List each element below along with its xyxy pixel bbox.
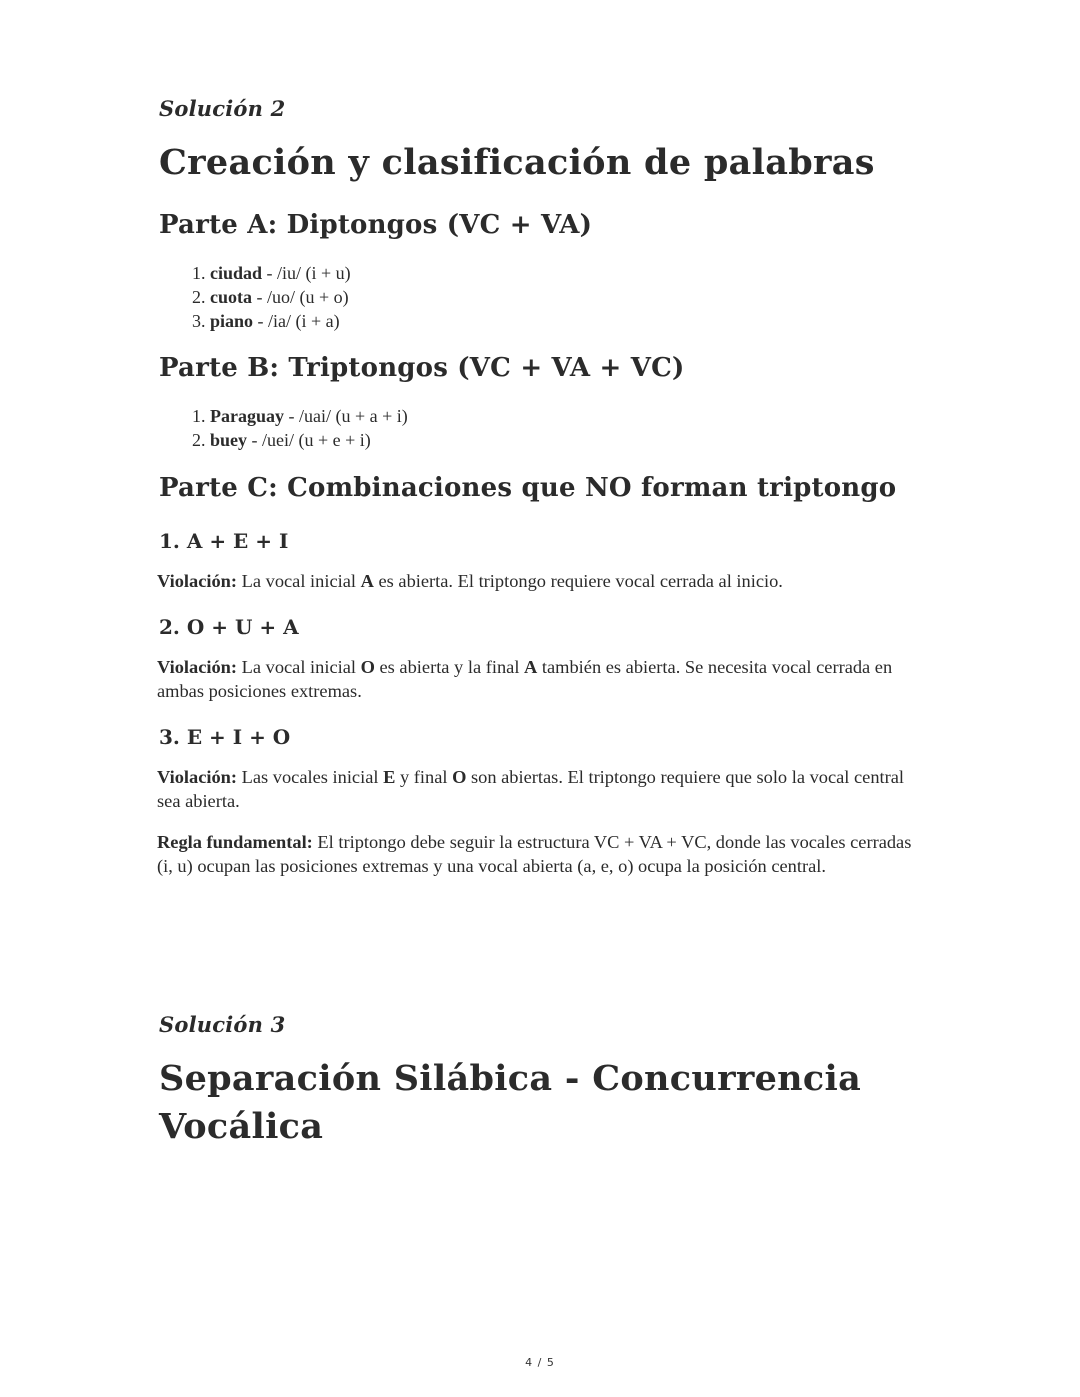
text-run: es abierta. El triptongo requiere vocal cerrada al inicio. — [373, 571, 783, 591]
text-run: y final — [395, 767, 453, 787]
text-run: La vocal inicial — [237, 657, 361, 677]
list-item — [192, 309, 351, 333]
diptongos-list — [192, 261, 351, 333]
rule-label: Regla fundamental: — [157, 832, 313, 852]
vowel-bold: E — [383, 767, 396, 787]
text-run: Las vocales inicial — [237, 767, 384, 787]
triptongos-list — [192, 404, 408, 452]
item-number: 2. — [192, 287, 206, 307]
parte-a-heading: Parte A: Diptongos (VC + VA) — [159, 210, 593, 240]
violation-label: Violación: — [157, 657, 238, 677]
item-word: piano — [210, 311, 254, 331]
item-detail: - /iu/ (i + u) — [262, 263, 351, 283]
item-detail: - /ia/ (i + a) — [253, 311, 340, 331]
section-title-line: Vocálica — [159, 1106, 324, 1147]
item-word: ciudad — [210, 263, 263, 283]
text-run: La vocal inicial — [237, 571, 361, 591]
item-number: 2. — [192, 430, 206, 450]
item-number: 3. — [192, 311, 206, 331]
violation-paragraph — [157, 765, 917, 813]
item-word: cuota — [210, 287, 252, 307]
violation-paragraph — [157, 655, 917, 703]
section-title-line: Separación Silábica - Concurrencia — [159, 1058, 862, 1099]
item-number: 1. — [192, 263, 206, 283]
vowel-bold: O — [360, 657, 375, 677]
case-heading: 1. A + E + I — [159, 529, 289, 553]
vowel-bold: O — [452, 767, 467, 787]
rule-paragraph — [157, 830, 917, 878]
text-run: también es abierta. Se necesita vocal cerrada en ambas posiciones extremas. — [157, 657, 893, 701]
case-heading: 3. E + I + O — [159, 725, 291, 749]
text-run: son abiertas. El triptongo requiere que solo la vocal central sea abierta. — [157, 767, 905, 811]
solution-label: Solución 3 — [159, 1012, 286, 1037]
violation-label: Violación: — [157, 767, 238, 787]
parte-b-heading: Parte B: Triptongos (VC + VA + VC) — [159, 353, 685, 383]
section-title: Creación y clasificación de palabras — [159, 142, 875, 183]
violation-paragraph — [157, 569, 917, 593]
section-title — [159, 1055, 861, 1151]
item-detail: - /uei/ (u + e + i) — [247, 430, 371, 450]
item-number: 1. — [192, 406, 206, 426]
vowel-bold: A — [360, 571, 374, 591]
list-item — [192, 285, 351, 309]
list-item — [192, 261, 351, 285]
text-run: es abierta y la final — [374, 657, 525, 677]
list-item — [192, 404, 408, 428]
item-word: buey — [210, 430, 248, 450]
item-word: Paraguay — [210, 406, 284, 426]
case-heading: 2. O + U + A — [159, 615, 299, 639]
violation-label: Violación: — [157, 571, 238, 591]
parte-c-heading: Parte C: Combinaciones que NO forman triptongo — [159, 473, 897, 503]
vowel-bold: A — [524, 657, 538, 677]
solution-label: Solución 2 — [159, 96, 286, 121]
item-detail: - /uo/ (u + o) — [252, 287, 349, 307]
item-detail: - /uai/ (u + a + i) — [284, 406, 408, 426]
page-number: 4 / 5 — [525, 1356, 555, 1369]
rule-text: El triptongo debe seguir la estructura VC + VA + VC, donde las vocales cerradas (i, u) ocupan las posiciones extremas y una vocal abierta (a, e, o) ocupa la posición central. — [157, 832, 912, 876]
list-item — [192, 428, 408, 452]
